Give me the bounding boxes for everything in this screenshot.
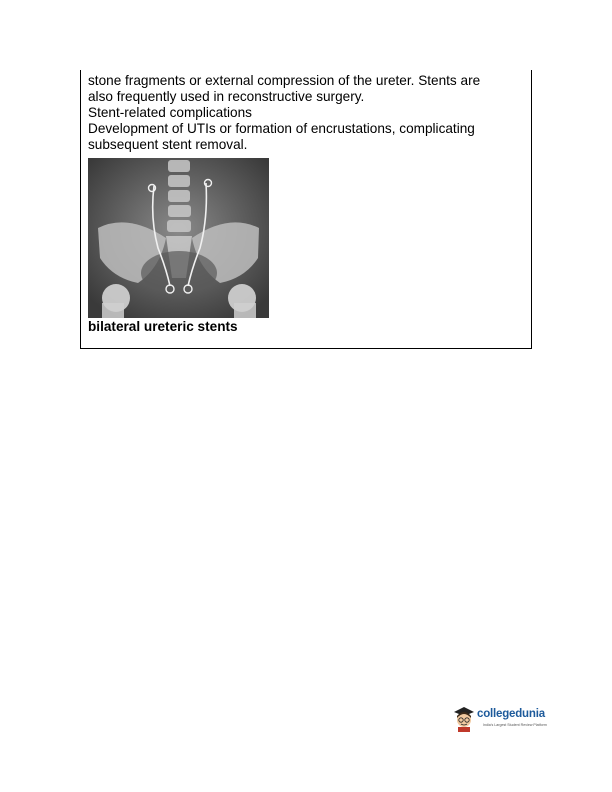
collegedunia-logo <box>453 706 563 736</box>
logo-name: collegedunia <box>477 708 545 720</box>
figure-caption: bilateral ureteric stents <box>88 319 238 334</box>
logo-tagline: India's Largest Student Review Platform <box>483 723 547 727</box>
text-line-4: Development of UTIs or formation of encrustations, complicating <box>88 121 475 136</box>
text-line-5: subsequent stent removal. <box>88 137 248 152</box>
text-line-2: also frequently used in reconstructive surgery. <box>88 89 365 104</box>
content-box <box>80 70 532 349</box>
mascot-icon <box>453 706 475 732</box>
text-line-3: Stent-related complications <box>88 105 252 120</box>
text-line-1: stone fragments or external compression of the ureter. Stents are <box>88 73 481 88</box>
xray-image <box>88 158 269 318</box>
